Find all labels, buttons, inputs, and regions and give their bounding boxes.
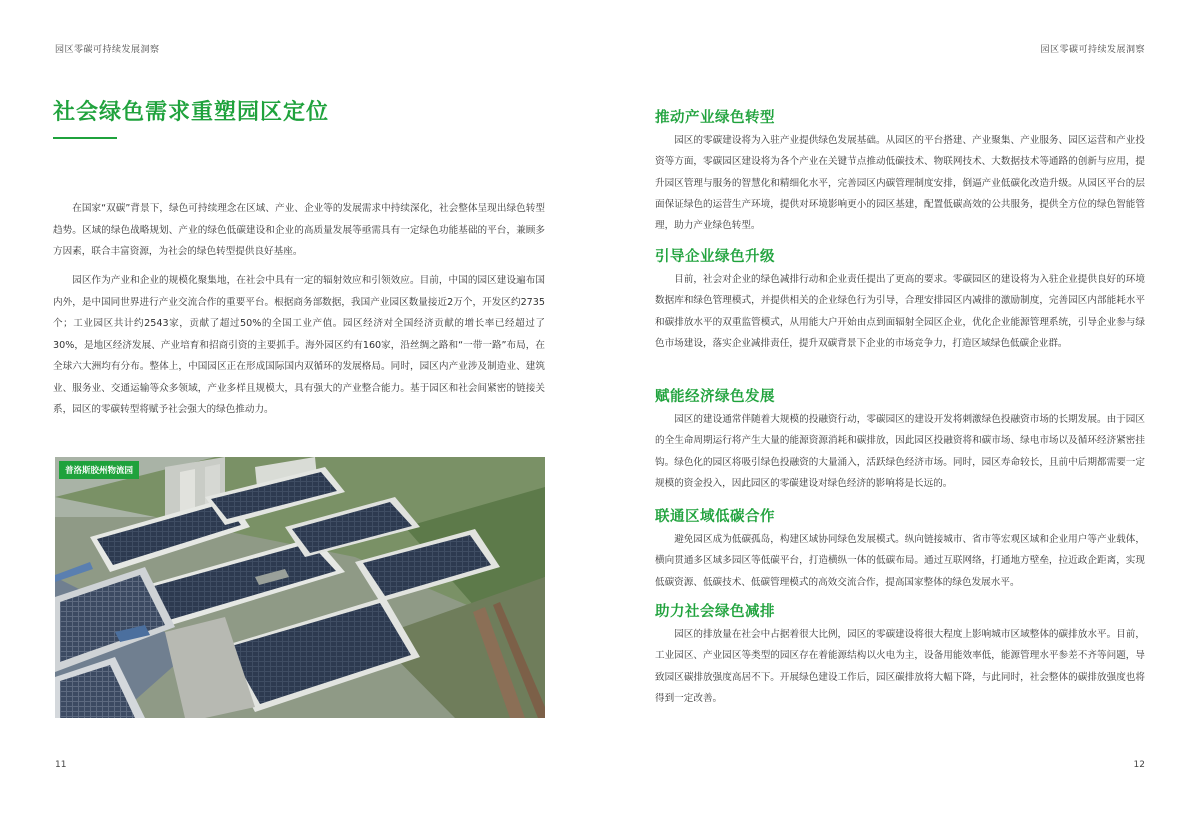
page-number-left: 11 <box>55 760 67 770</box>
section-text: 避免园区成为低碳孤岛，构建区域协同绿色发展模式。纵向链接城市、省市等宏观区域和企业用户等产业载体，横向贯通多区域多园区等低碳平台，打造横纵一体的低碳布局。通过互联网络，打通地方壁垒，拉近政企距离，实现低碳资源、低碳技术、低碳管理模式的高效交流合作，提高国家整体的绿色发展水平。 <box>655 534 1145 588</box>
body-paragraph: 园区作为产业和企业的规模化聚集地，在社会中具有一定的辐射效应和引领效应。目前，中国的园区建设遍布国内外，是中国同世界进行产业交流合作的重要平台。根据商务部数据，我国产业园区数量接近2万个，开发区约2735个；工业园区共计约2543家，贡献了超过50%的全国工业产值。园区经济对全国经济贡献的增长率已经超过了30%，是地区经济发展、产业培育和招商引资的主要抓手。海外园区约有160家，沿丝绸之路和“一带一路”布局，在全球六大洲均有分布。整体上，中国园区正在形成国际国内双循环的发展格局。同时，园区内产业涉及制造业、建筑业、服务业、交通运输等众多领域，产业多样且规模大，具有强大的产业整合能力。基于园区和社会间紧密的链接关系，园区的零碳转型将赋予社会强大的绿色推动力。 <box>53 275 545 415</box>
section-industry <box>655 106 1145 236</box>
intro-paragraph: 在国家“双碳”背景下，绿色可持续理念在区域、产业、企业等的发展需求中持续深化，社会整体呈现出绿色转型趋势。区域的绿色战略规划、产业的绿色低碳建设和企业的高质量发展等亟需具有一定绿色功能基础的平台，兼顾多方因素，联合丰富资源，为社会的绿色转型提供良好基座。 <box>53 203 545 257</box>
title-underline <box>53 137 117 139</box>
section-text: 目前，社会对企业的绿色减排行动和企业责任提出了更高的要求。零碳园区的建设将为入驻企业提供良好的环境数据库和绿色管理模式，并提供相关的企业绿色行为引导，合理安排园区内减排的激励制度，完善园区内部能耗水平和碳排放水平的双重监管模式，从用能大户开始由点到面辐射全园区企业，优化企业能源管理系统，引导企业参与绿色市场建设，落实企业减排责任，提升双碳背景下企业的市场竞争力，打造区域绿色低碳企业群。 <box>655 274 1145 349</box>
section-economy <box>655 385 1145 494</box>
section-text: 园区的排放量在社会中占据着很大比例，园区的零碳建设将很大程度上影响城市区域整体的碳排放水平。目前，工业园区、产业园区等类型的园区存在着能源结构以火电为主，设备用能效率低，能源管理水平参差不齐等问题，导致园区碳排放强度高居不下。开展绿色建设工作后，园区碳排放将大幅下降，与此同时，社会整体的碳排放强度也将得到一定改善。 <box>655 629 1145 704</box>
section-title: 引导企业绿色升级 <box>655 249 775 265</box>
page-number-right: 12 <box>1133 760 1145 770</box>
section-society <box>655 600 1145 709</box>
section-title: 赋能经济绿色发展 <box>655 389 775 405</box>
section-text: 园区的零碳建设将为入驻产业提供绿色发展基础。从园区的平台搭建、产业聚集、产业服务、园区运营和产业投资等方面，零碳园区建设将为各个产业在关键节点推动低碳技术、物联网技术、大数据技术等通路的创新与应用，提升园区管理与服务的智慧化和精细化水平，完善园区内碳管理制度安排，倒逼产业低碳化改造升级。从园区平台的层面保证绿色的运营生产环境，提供对环境影响更小的园区基建，配置低碳高效的公共服务，提供全方位的绿色智能管理，助力产业绿色转型。 <box>655 135 1145 232</box>
section-regional <box>655 505 1145 593</box>
running-header-right: 园区零碳可持续发展洞察 <box>1040 45 1145 55</box>
section-title: 联通区域低碳合作 <box>655 509 775 525</box>
section-title: 推动产业绿色转型 <box>655 110 775 126</box>
page-title: 社会绿色需求重塑园区定位 <box>53 100 330 125</box>
section-title: 助力社会绿色减排 <box>655 604 775 620</box>
aerial-photo-logistics-park <box>55 457 545 718</box>
photo-caption-label: 普洛斯胶州物流园 <box>59 461 139 479</box>
running-header-left: 园区零碳可持续发展洞察 <box>55 45 160 55</box>
section-text: 园区的建设通常伴随着大规模的投融资行动，零碳园区的建设开发将刺激绿色投融资市场的长期发展。由于园区的全生命周期运行将产生大量的能源资源消耗和碳排放，因此园区投融资将和碳市场、绿电市场以及循环经济紧密挂钩。绿色化的园区将吸引绿色投融资的大量涌入，活跃绿色经济市场。同时，园区寿命较长，且前中后期都需要一定规模的资金投入，因此园区的零碳建设对绿色经济的影响将是长远的。 <box>655 414 1145 489</box>
section-enterprise <box>655 245 1145 354</box>
